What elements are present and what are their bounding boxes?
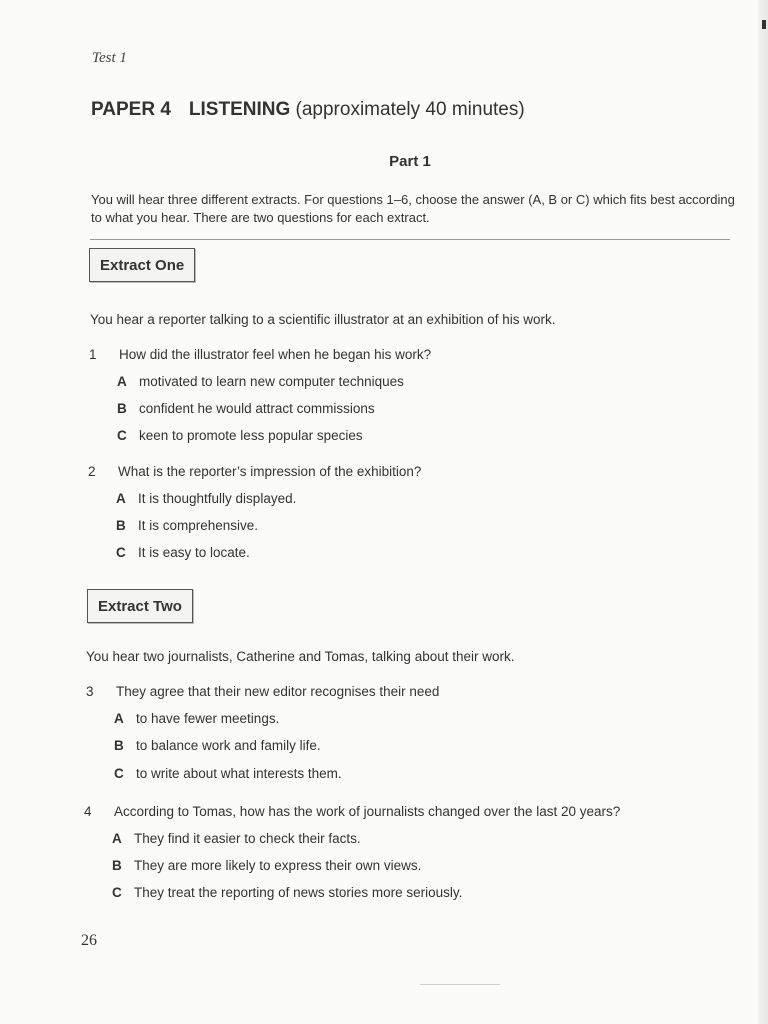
question-text: According to Tomas, how has the work of journalists changed over the last 20 years? xyxy=(114,804,621,819)
paper-duration: (approximately 40 minutes) xyxy=(295,99,525,120)
option-b xyxy=(114,738,321,753)
instructions: You will hear three different extracts. For questions 1–6, choose the answer (A, B or C) which fits best according to what you hear. There are two questions for each extract. xyxy=(91,192,735,225)
option-c xyxy=(117,428,363,443)
option-b xyxy=(117,401,375,416)
option-text: They are more likely to express their own views. xyxy=(134,858,422,873)
option-a xyxy=(117,374,404,389)
option-text: keen to promote less popular species xyxy=(139,428,363,443)
option-letter: B xyxy=(114,738,124,753)
running-head: Test 1 xyxy=(92,50,127,66)
extract-two-heading: Extract Two xyxy=(87,589,193,623)
page-number: 26 xyxy=(81,932,97,949)
option-letter: B xyxy=(117,401,127,416)
option-a xyxy=(116,491,296,506)
option-letter: A xyxy=(116,491,126,506)
option-letter: A xyxy=(114,711,124,726)
question-number: 2 xyxy=(88,464,96,479)
option-letter: C xyxy=(114,766,124,781)
option-text: It is thoughtfully displayed. xyxy=(138,491,297,506)
option-b xyxy=(116,518,258,533)
option-letter: B xyxy=(112,858,122,873)
option-a xyxy=(114,711,279,726)
option-letter: A xyxy=(117,374,127,389)
question-text: They agree that their new editor recognises their need xyxy=(116,684,440,699)
question-number: 4 xyxy=(84,804,92,819)
option-letter: C xyxy=(117,428,127,443)
divider-rule xyxy=(90,239,730,240)
question-text: What is the reporter’s impression of the exhibition? xyxy=(118,464,422,479)
option-letter: A xyxy=(112,831,122,846)
option-text: They treat the reporting of news stories more seriously. xyxy=(134,885,463,900)
option-text: It is easy to locate. xyxy=(138,545,250,560)
option-text: to balance work and family life. xyxy=(136,738,321,753)
option-letter: C xyxy=(116,545,126,560)
option-c xyxy=(114,766,342,781)
extract-one-heading: Extract One xyxy=(89,248,195,282)
part-heading: Part 1 xyxy=(389,153,431,170)
option-text: confident he would attract commissions xyxy=(139,401,375,416)
question-number: 3 xyxy=(86,684,94,699)
option-c xyxy=(112,885,462,900)
paper-title xyxy=(91,99,525,121)
option-text: They find it easier to check their facts. xyxy=(134,831,361,846)
option-letter: B xyxy=(116,518,126,533)
question-text: How did the illustrator feel when he began his work? xyxy=(119,347,432,362)
option-a xyxy=(112,831,361,846)
paper-skill: LISTENING xyxy=(188,99,291,120)
corner-mark xyxy=(762,20,766,29)
option-text: to have fewer meetings. xyxy=(136,711,280,726)
option-text: It is comprehensive. xyxy=(138,518,259,533)
option-text: to write about what interests them. xyxy=(136,766,342,781)
option-c xyxy=(116,545,250,560)
scan-smudge xyxy=(420,984,500,985)
paper-number: PAPER 4 xyxy=(91,99,171,120)
extract-two-intro: You hear two journalists, Catherine and Tomas, talking about their work. xyxy=(86,649,515,664)
option-b xyxy=(112,858,421,873)
extract-one-intro: You hear a reporter talking to a scientific illustrator at an exhibition of his work. xyxy=(90,312,556,327)
option-letter: C xyxy=(112,885,122,900)
question-number: 1 xyxy=(89,347,97,362)
option-text: motivated to learn new computer techniques xyxy=(139,374,404,389)
